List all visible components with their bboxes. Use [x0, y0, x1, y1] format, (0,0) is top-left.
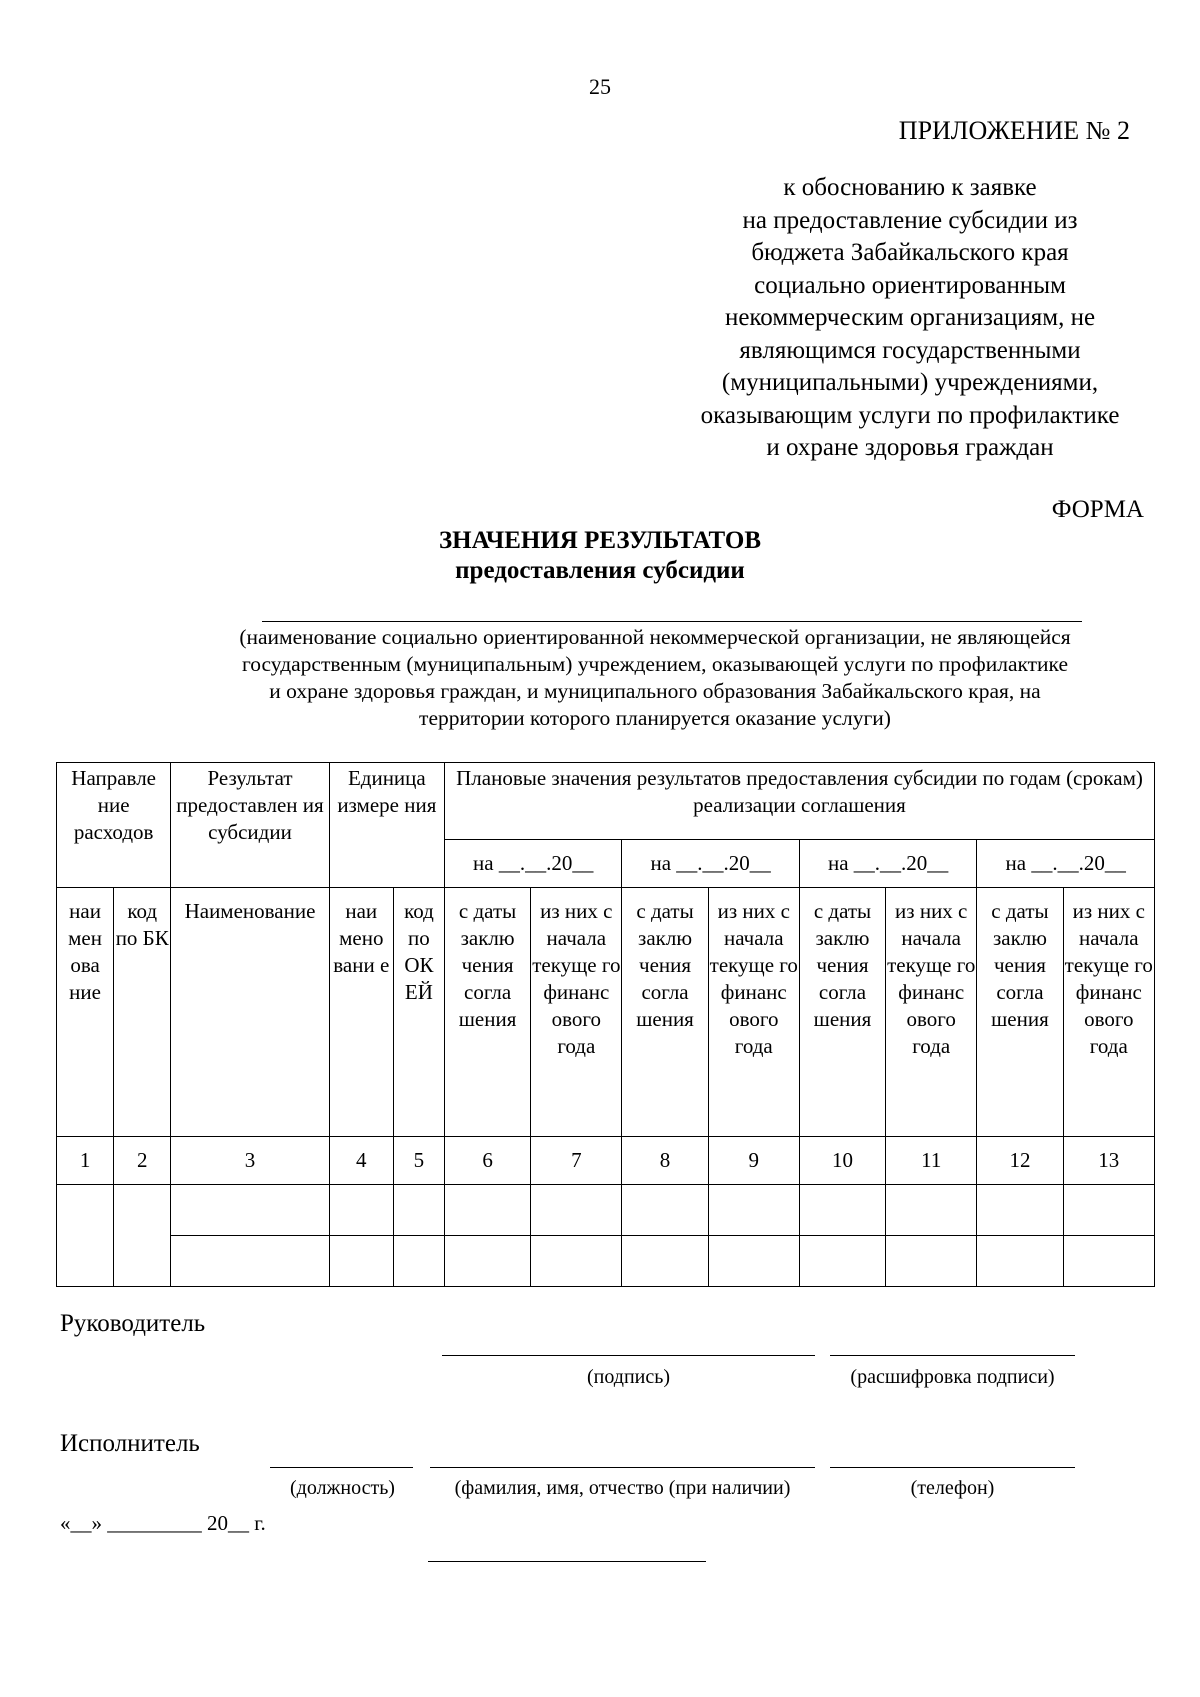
- appendix-ref-line: некоммерческим организациям, не: [724, 304, 1096, 331]
- appendix-title: ПРИЛОЖЕНИЕ № 2: [898, 116, 1130, 145]
- data-cell: [57, 1185, 114, 1287]
- data-cell: [444, 1185, 530, 1236]
- organization-note: [160, 624, 1150, 732]
- data-cell: [886, 1236, 977, 1287]
- header-result: Результат предоставлен ия субсидии: [171, 763, 329, 888]
- page-number: 25: [589, 74, 611, 99]
- data-cell: [1063, 1185, 1154, 1236]
- data-cell: [393, 1185, 444, 1236]
- header-direction: Направле ние расходов: [57, 763, 171, 888]
- date-line: «__» _________ 20__ г.: [60, 1511, 266, 1535]
- column-number: 13: [1063, 1137, 1154, 1185]
- organization-name-line: [262, 621, 1082, 622]
- data-cell: [977, 1236, 1063, 1287]
- column-number: 10: [799, 1137, 885, 1185]
- column-number: 11: [886, 1137, 977, 1185]
- column-number: 4: [329, 1137, 393, 1185]
- decryption-line: [830, 1355, 1075, 1356]
- data-cell: [171, 1236, 329, 1287]
- column-number: 1: [57, 1137, 114, 1185]
- data-cell: [444, 1236, 530, 1287]
- head-label: Руководитель: [60, 1310, 206, 1337]
- form-label: ФОРМА: [1051, 496, 1144, 523]
- subheader-from-agreement: с даты заклю чения согла шения: [622, 888, 708, 1137]
- header-unit: Единица измере ния: [329, 763, 444, 888]
- subheader-from-agreement: с даты заклю чения согла шения: [444, 888, 530, 1137]
- subheader-direction-name: наи мен ова ние: [57, 888, 114, 1137]
- data-cell: [1063, 1236, 1154, 1287]
- position-caption: (должность): [290, 1477, 395, 1499]
- results-table: [56, 762, 1155, 1287]
- title-line-2: предоставления субсидии: [455, 557, 745, 584]
- appendix-ref-line: на предоставление субсидии из: [742, 206, 1078, 234]
- data-cell: [708, 1236, 799, 1287]
- decryption-caption: (расшифровка подписи): [850, 1366, 1055, 1388]
- data-cell: [329, 1185, 393, 1236]
- data-cell: [799, 1185, 885, 1236]
- org-note-line: государственным (муниципальным) учреждением, оказывающей услуги по профилактике: [241, 652, 1069, 676]
- executor-label: Исполнитель: [60, 1430, 200, 1457]
- subheader-from-fiscal-year: из них с начала текуще го финанс ового года: [1063, 888, 1154, 1137]
- column-number: 5: [393, 1137, 444, 1185]
- column-number: 8: [622, 1137, 708, 1185]
- phone-caption: (телефон): [910, 1477, 995, 1499]
- document-title: [0, 526, 1200, 586]
- signature-caption: (подпись): [586, 1366, 671, 1388]
- column-number: 3: [171, 1137, 329, 1185]
- subheader-okei-code: код по ОК ЕЙ: [393, 888, 444, 1137]
- period-1: на __.__.20__: [444, 840, 621, 888]
- subheader-from-fiscal-year: из них с начала текуще го финанс ового года: [531, 888, 622, 1137]
- subheader-unit-name: наи мено вани е: [329, 888, 393, 1137]
- column-number: 12: [977, 1137, 1063, 1185]
- period-4: на __.__.20__: [977, 840, 1155, 888]
- appendix-ref-line: бюджета Забайкальского края: [751, 239, 1069, 266]
- data-cell: [708, 1185, 799, 1236]
- appendix-ref-line: к обоснованию к заявке: [783, 174, 1037, 201]
- appendix-reference: [650, 172, 1170, 465]
- appendix-ref-line: социально ориентированным: [754, 271, 1066, 299]
- header-planned-values: Плановые значения результатов предоставления субсидии по годам (срокам) реализации соглашения: [444, 763, 1154, 840]
- signature-line: [442, 1355, 815, 1356]
- org-note-line: территории которого планируется оказание услуги): [419, 706, 891, 730]
- data-cell: [622, 1185, 708, 1236]
- title-line-1: ЗНАЧЕНИЯ РЕЗУЛЬТАТОВ: [438, 527, 762, 554]
- org-note-line: и охране здоровья граждан, и муниципального образования Забайкальского края, на: [269, 679, 1041, 703]
- data-cell: [531, 1236, 622, 1287]
- column-number: 9: [708, 1137, 799, 1185]
- column-number: 2: [114, 1137, 171, 1185]
- data-cell: [329, 1236, 393, 1287]
- subheader-from-fiscal-year: из них с начала текуще го финанс ового года: [708, 888, 799, 1137]
- subheader-result-name: Наименование: [171, 888, 329, 1137]
- appendix-ref-line: (муниципальными) учреждениями,: [721, 369, 1099, 396]
- appendix-ref-line: являющимся государственными: [739, 336, 1081, 364]
- bottom-line: [428, 1561, 706, 1562]
- data-cell: [171, 1185, 329, 1236]
- data-cell: [886, 1185, 977, 1236]
- fio-caption: (фамилия, имя, отчество (при наличии): [454, 1477, 791, 1499]
- subheader-from-fiscal-year: из них с начала текуще го финанс ового года: [886, 888, 977, 1137]
- data-cell: [622, 1236, 708, 1287]
- appendix-ref-line: и охране здоровья граждан: [766, 434, 1054, 461]
- data-cell: [114, 1185, 171, 1287]
- data-cell: [393, 1236, 444, 1287]
- data-cell: [799, 1236, 885, 1287]
- phone-line: [830, 1467, 1075, 1468]
- org-note-line: (наименование социально ориентированной некоммерческой организации, не являющейся: [239, 625, 1071, 649]
- column-number: 6: [444, 1137, 530, 1185]
- subheader-bk-code: код по БК: [114, 888, 171, 1137]
- data-cell: [977, 1185, 1063, 1236]
- data-cell: [531, 1185, 622, 1236]
- subheader-from-agreement: с даты заклю чения согла шения: [799, 888, 885, 1137]
- fio-line: [430, 1467, 815, 1468]
- position-line: [270, 1467, 413, 1468]
- column-number: 7: [531, 1137, 622, 1185]
- period-3: на __.__.20__: [799, 840, 976, 888]
- period-2: на __.__.20__: [622, 840, 799, 888]
- subheader-from-agreement: с даты заклю чения согла шения: [977, 888, 1063, 1137]
- appendix-ref-line: оказывающим услуги по профилактике: [700, 401, 1120, 429]
